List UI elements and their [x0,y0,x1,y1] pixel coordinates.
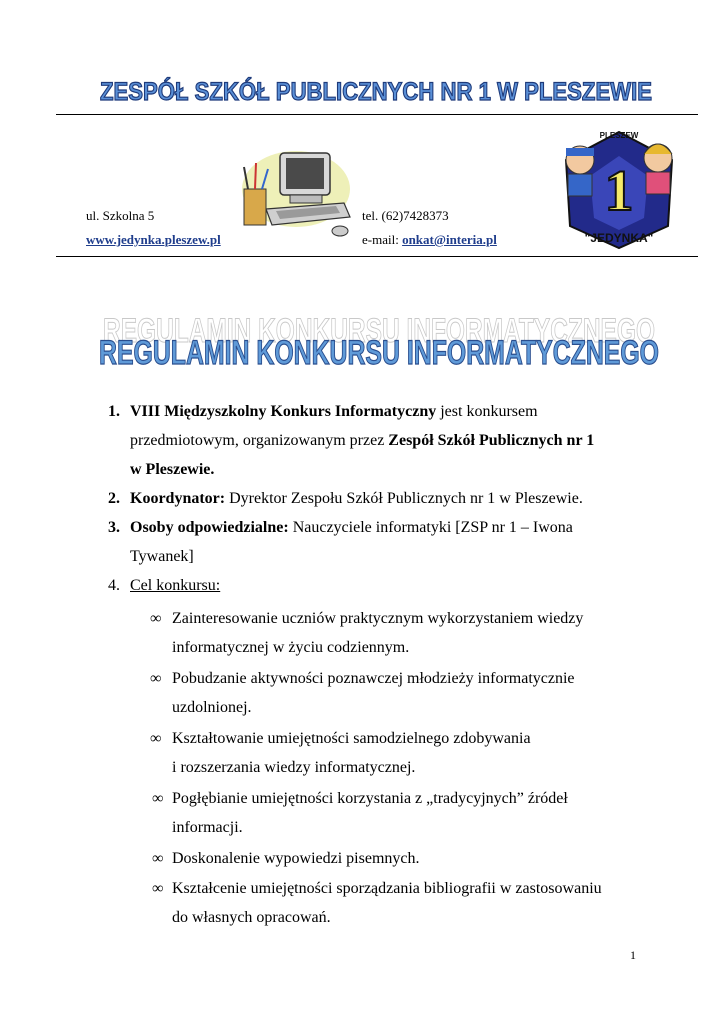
item-1-number: 1. [108,403,120,420]
email-label: e-mail: [362,232,403,247]
header-top-rule [56,114,698,115]
goal-3-bullet: ∞ [150,730,162,747]
goal-6-line-2: do własnych opracowań. [172,909,331,926]
website-link[interactable]: www.jedynka.pleszew.pl [86,232,221,247]
item-3-number: 3. [108,519,120,536]
document-title-banner [96,312,662,378]
logo-top-text: PLESZEW [599,131,639,140]
goal-4-line-1: Pogłębianie umiejętności korzystania z „tradycyjnych” źródeł [172,790,568,807]
school-name: ZESPÓŁ SZKÓŁ PUBLICZNYCH NR 1 W PLESZEWIE [100,78,724,106]
header-bottom-rule [56,256,698,257]
email-link[interactable]: onkat@interia.pl [402,232,497,247]
logo-caption: "JEDYNKA" [584,231,654,245]
goal-5-line-1: Doskonalenie wypowiedzi pisemnych. [172,850,420,867]
goal-1-bullet: ∞ [150,610,162,627]
school-logo-icon [556,126,682,252]
goal-2-line-1: Pobudzanie aktywności poznawczej młodzieży informatycznie [172,670,575,687]
page-number: 1 [630,948,636,962]
item-2-line [130,484,583,513]
logo-number: 1 [604,158,634,223]
goal-5-bullet: ∞ [152,850,164,867]
goal-6-bullet: ∞ [152,880,164,897]
item-1-line-3: w Pleszewie. [130,461,215,478]
item-1-line-1 [130,397,538,426]
goal-1-line-2: informatycznej w życiu codziennym. [172,639,410,656]
goal-6-line-1: Kształcenie umiejętności sporządzania bibliografii w zastosowaniu [172,880,602,897]
item-3-line [130,513,573,542]
item-1-line-2 [130,426,594,455]
item-1-text: jest konkursem [436,403,538,420]
goal-1-line-1: Zainteresowanie uczniów praktycznym wykorzystaniem wiedzy [172,610,584,627]
email-row [362,232,497,248]
item-2-number: 2. [108,490,120,507]
item-2-text: Dyrektor Zespołu Szkół Publicznych nr 1 w Pleszewie. [225,490,583,507]
item-1-line-2-text: przedmiotowym, organizowanym przez [130,432,389,449]
school-name-banner [96,70,724,110]
item-3-bold: Osoby odpowiedzialne: [130,519,289,536]
goal-3-line-1: Kształtowanie umiejętności samodzielnego zdobywania [172,730,531,747]
goal-4-line-2: informacji. [172,819,243,836]
goal-2-bullet: ∞ [150,670,162,687]
item-3-text: Nauczyciele informatyki [ZSP nr 1 – Iwona [288,519,573,536]
item-2-bold: Koordynator: [130,490,226,507]
item-4-label: Cel konkursu: [130,577,221,594]
phone-text: tel. (62)7428373 [362,208,449,223]
document-title: REGULAMIN KONKURSU INFORMATYCZNEGO [99,334,659,372]
goal-3-line-2: i rozszerzania wiedzy informatycznej. [172,759,416,776]
goal-4-bullet: ∞ [152,790,164,807]
item-1-line-2-bold: Zespół Szkół Publicznych nr 1 [388,432,595,449]
address-text: ul. Szkolna 5 [86,208,155,223]
document-title-shadow: REGULAMIN KONKURSU INFORMATYCZNEGO [103,312,655,350]
item-1-bold: VIII Międzyszkolny Konkurs Informatyczny [130,403,437,420]
goal-2-line-2: uzdolnionej. [172,699,252,716]
item-4-number: 4. [108,577,120,594]
computer-clipart-icon [236,145,354,245]
item-3-continuation: Tywanek] [130,548,194,565]
